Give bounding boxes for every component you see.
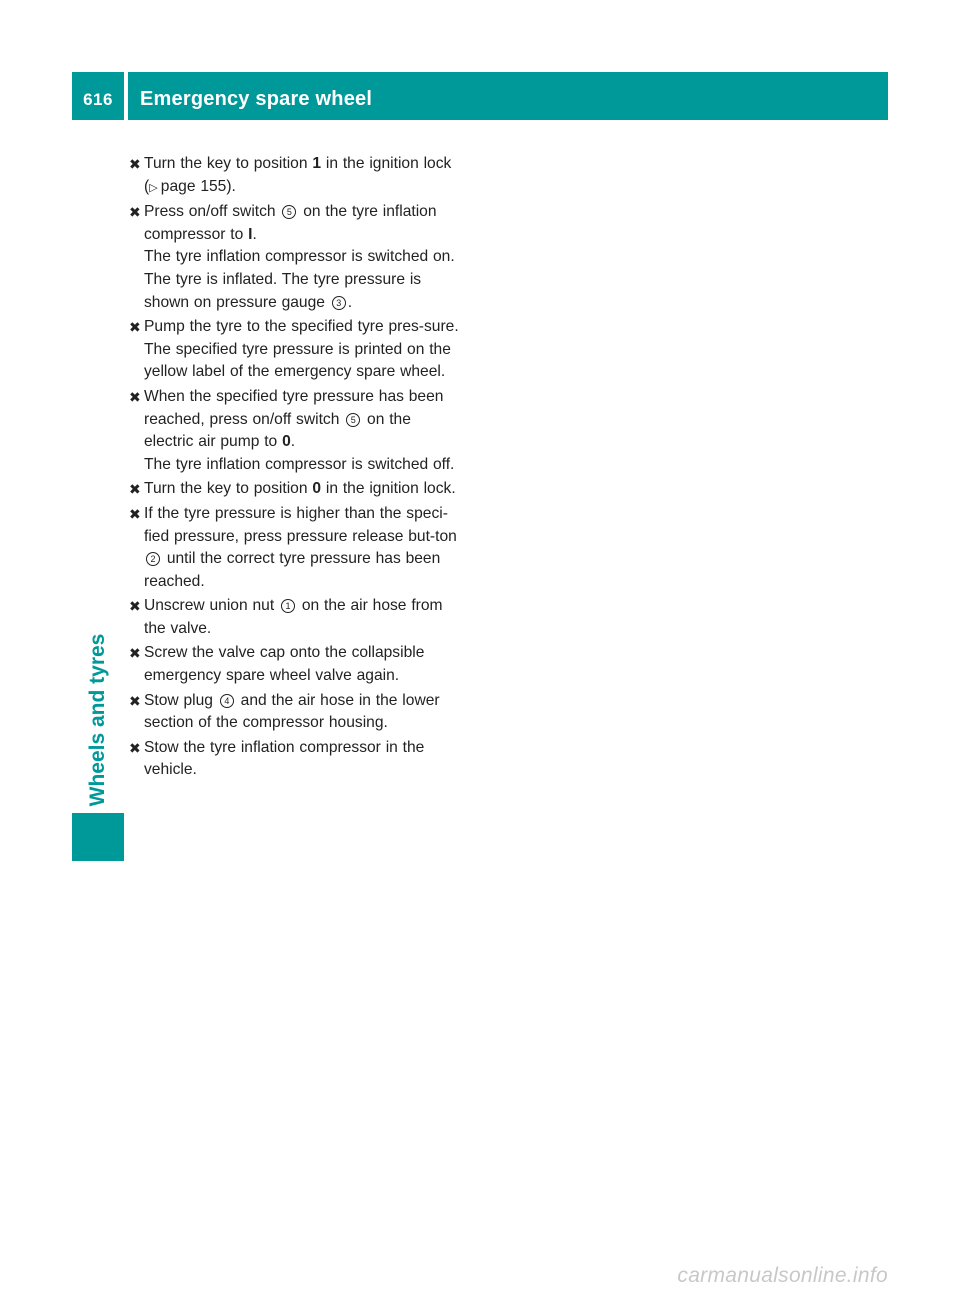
instruction-arrow-icon: ✖ [129,692,141,709]
section-marker-block [72,813,124,861]
header-page-number-box [72,72,124,120]
instruction-arrow-icon: ✖ [129,204,141,221]
step-text: If the tyre pressure is higher than the speci-fied pressure, press pressure release but-ton [144,504,457,545]
header-title-bar [128,72,888,120]
instruction-arrow-icon: ✖ [129,319,141,336]
instruction-arrow-icon: ✖ [129,481,141,498]
step-result-text: The tyre inflation compressor is switched off. [144,455,455,473]
instruction-arrow-icon: ✖ [129,156,141,172]
callout-number-icon: 5 [282,205,296,219]
instruction-step [128,153,464,199]
instruction-step [128,737,464,782]
instruction-step [128,690,464,735]
step-text: . [252,225,257,243]
instruction-step [128,316,464,384]
step-text: Stow the tyre inflation compressor in the vehicle. [144,738,425,779]
step-text: in the ignition lock ( [144,155,452,195]
site-watermark: carmanualsonline.info [677,1264,888,1287]
switch-setting-value: I [248,225,253,243]
page-reference-triangle-icon: ▷ [149,181,158,194]
page-reference-link[interactable]: page 155 [160,177,227,195]
instruction-arrow-icon: ✖ [129,388,141,405]
step-text: Screw the valve cap onto the collapsible emergency spare wheel valve again. [144,644,425,685]
step-text: and the air hose in the lower section of the compressor housing. [144,691,440,732]
step-result-text: The specified tyre pressure is printed on the yellow label of the emergency spare wheel. [144,340,451,381]
step-text: Unscrew union nut [144,597,279,615]
callout-number-icon: 5 [346,413,360,427]
section-label: Wheels and tyres [86,633,109,807]
callout-number-icon: 3 [332,296,346,310]
page-number: 616 [83,90,113,109]
step-text: on the air hose from the valve. [144,597,443,637]
instruction-arrow-icon: ✖ [129,598,141,615]
instruction-step [128,642,464,687]
step-text: Turn the key to position [144,480,313,498]
step-text: on the electric air pump to [144,410,411,451]
instruction-step [128,595,464,640]
step-text: until the correct tyre pressure has been reached. [144,550,441,590]
callout-number-icon: 1 [281,599,295,613]
instruction-list [128,153,464,784]
step-text: in the ignition lock. [321,480,456,498]
step-text: . [290,433,296,451]
switch-setting-value: 0 [282,433,291,451]
instruction-step [128,386,464,476]
instruction-step [128,503,464,593]
step-text: Stow plug [144,691,218,709]
step-text: Pump the tyre to the specified tyre pres-sure. [144,318,459,336]
instruction-arrow-icon: ✖ [129,505,141,522]
step-text: on the tyre inflation compressor to [144,203,437,243]
page-title: Emergency spare wheel [140,88,373,110]
step-text: Turn the key to position [144,155,313,172]
instruction-step [128,478,464,501]
position-value: 0 [312,480,322,498]
instruction-arrow-icon: ✖ [129,739,141,756]
step-text: . [347,293,353,311]
instruction-arrow-icon: ✖ [129,645,141,662]
callout-number-icon: 4 [220,694,234,708]
step-text: Press on/off switch [144,203,281,221]
step-result-text: The tyre inflation compressor is switched on. The tyre is inflated. The tyre pressure is shown on pressure gauge [144,248,455,311]
instruction-step [128,201,464,314]
callout-number-icon: 2 [146,552,160,566]
step-text: ). [226,177,236,195]
step-text: When the specified tyre pressure has been reached, press on/off switch [144,387,444,428]
position-value: 1 [312,155,322,172]
